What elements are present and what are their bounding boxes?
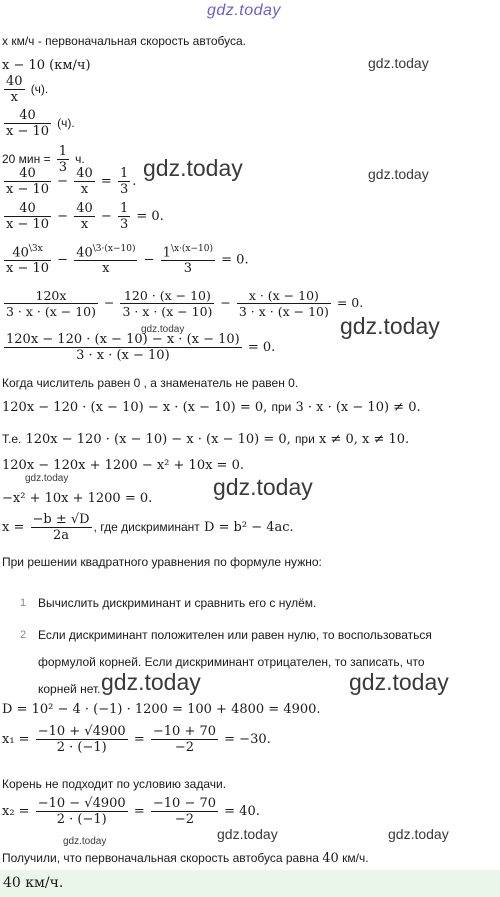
- watermark: gdz.today: [217, 826, 278, 842]
- fraction-num: 1: [119, 166, 129, 181]
- expanded-equation: 120x − 120x + 1200 − x² + 10x = 0.: [2, 458, 244, 473]
- fraction-num: 40: [4, 201, 51, 217]
- operator: −: [100, 209, 112, 224]
- equation-text: 3 · x · (x − 10) ≠ 0.: [295, 400, 421, 415]
- step-number: 2: [20, 629, 27, 641]
- equation-3: [2, 244, 249, 276]
- multiplier-sup: \3x: [28, 244, 43, 254]
- equation-text: x ≠ 0, x ≠ 10.: [318, 432, 410, 447]
- operator: −: [57, 252, 69, 268]
- watermark: gdz.today: [340, 313, 440, 339]
- multiplier-sup: \x·(x−10): [170, 244, 214, 254]
- operator: .: [132, 174, 137, 189]
- result-value: 40: [322, 851, 339, 866]
- fraction-num: 40: [76, 245, 93, 261]
- operator: = −30.: [224, 732, 271, 747]
- fraction-den: 2a: [53, 528, 70, 543]
- unit-label: (ч).: [57, 116, 75, 130]
- fraction-num: x · (x − 10): [237, 288, 331, 304]
- step-number: 1: [20, 597, 27, 609]
- operator: =: [133, 732, 145, 747]
- fraction-den: x − 10: [6, 182, 50, 197]
- fraction-den: 3 · x · (x − 10): [76, 348, 170, 363]
- fraction-den: 3 · x · (x − 10): [238, 304, 329, 319]
- fraction-num: −10 + √4900: [37, 724, 126, 739]
- time-fraction-2: [2, 108, 75, 139]
- watermark: gdz.today: [368, 55, 429, 71]
- intro-text: x км/ч - первоначальная скорость автобуса.: [2, 34, 246, 48]
- equation-4: [2, 288, 363, 319]
- operator: =: [133, 804, 145, 819]
- solve-intro: При решении квадратного уравнения по формуле нужно:: [2, 555, 322, 569]
- condition-text: Когда числитель равен 0 , а знаменатель не равен 0.: [2, 376, 299, 390]
- watermark: gdz.today: [143, 155, 243, 181]
- fraction-den: x − 10: [6, 217, 50, 232]
- equation-1: [2, 166, 136, 197]
- time-fraction-1: [2, 74, 48, 105]
- root-label: x₂ =: [2, 804, 30, 819]
- watermark: gdz.today: [388, 826, 449, 842]
- minutes-label: 20 мин =: [2, 152, 51, 166]
- ie-label: Т.е.: [2, 432, 22, 446]
- fraction-den: x: [102, 261, 110, 277]
- fraction-num: 1: [58, 144, 68, 159]
- watermark: gdz.today: [101, 669, 201, 695]
- speed-expression: x − 10 (км/ч): [2, 58, 91, 73]
- fraction-den: 3 · x · (x − 10): [6, 304, 96, 319]
- result-text: [2, 851, 369, 866]
- ie-equation: [2, 432, 409, 447]
- fraction-num: 40: [4, 108, 51, 124]
- fraction-den: 3: [183, 261, 192, 277]
- fraction-den: 3 · x · (x − 10): [122, 304, 213, 319]
- at-label: при: [294, 432, 315, 446]
- fraction-den: x: [80, 217, 89, 232]
- step-text: формулой корней. Если дискриминант отрицателен, то записать, что: [38, 655, 425, 669]
- fraction-num: 40: [76, 201, 93, 216]
- watermark: gdz.today: [63, 836, 107, 847]
- fraction-den: 3: [119, 182, 129, 197]
- operator: −: [220, 295, 231, 310]
- unit-label: (ч).: [30, 82, 49, 96]
- fraction-den: x: [10, 90, 18, 105]
- multiplier-sup: \3·(x−10): [92, 244, 136, 254]
- fraction-num: 40: [4, 166, 51, 182]
- root-formula: [2, 512, 294, 543]
- operator: = 0.: [247, 340, 276, 355]
- fraction-num: 40: [12, 245, 29, 261]
- fraction-num: 40: [6, 74, 23, 89]
- fraction-num: 120 · (x − 10): [120, 288, 214, 304]
- watermark: gdz.today: [141, 324, 185, 335]
- answer-text: 40 км/ч.: [3, 875, 64, 891]
- fraction-num: 120x − 120 · (x − 10) − x · (x − 10): [6, 332, 240, 347]
- operator: =: [100, 174, 112, 189]
- operator: = 0.: [336, 295, 364, 310]
- equation-text: 120x − 120 · (x − 10) − x · (x − 10) = 0,: [25, 432, 291, 447]
- result-unit: км/ч.: [342, 851, 369, 865]
- step-text: корней нет.: [38, 682, 101, 696]
- root-x2: [2, 796, 260, 827]
- discriminant-formula: D = b² − 4ac.: [203, 520, 294, 535]
- answer-box: [0, 870, 500, 897]
- fraction-num: 40: [76, 166, 93, 181]
- step-text: Вычислить дискриминант и сравнить его с нулём.: [38, 596, 317, 610]
- operator: −: [57, 174, 69, 189]
- quadratic-equation: −x² + 10x + 1200 = 0.: [2, 491, 153, 506]
- discriminant-calc: D = 10² − 4 · (−1) · 1200 = 100 + 4800 = 4900.: [2, 702, 321, 717]
- fraction-den: 3: [58, 160, 68, 175]
- operator: −: [103, 295, 115, 310]
- fraction-num: 1: [162, 245, 171, 261]
- condition-equation: [2, 400, 421, 415]
- fraction-num: 1: [119, 201, 129, 216]
- fraction-num: −10 + 70: [152, 724, 217, 739]
- fraction-den: −2: [174, 740, 195, 755]
- equation-5: [2, 332, 275, 363]
- equation-2: [2, 201, 164, 232]
- operator: = 40.: [224, 804, 260, 819]
- fraction-num: −10 − 70: [152, 796, 217, 811]
- formula-left: x =: [2, 520, 25, 535]
- fraction-den: −2: [174, 812, 195, 827]
- operator: = 0.: [136, 209, 164, 224]
- fraction-den: 2 · (−1): [56, 740, 107, 755]
- step-text: Если дискриминант положителен или равен нулю, то воспользоваться: [38, 628, 432, 642]
- result-sentence: Получили, что первоначальная скорость автобуса равна: [2, 851, 319, 865]
- equation-text: 120x − 120 · (x − 10) − x · (x − 10) = 0,: [2, 400, 268, 415]
- reject-text: Корень не подходит по условию задачи.: [2, 777, 227, 791]
- at-label: при: [271, 400, 292, 414]
- watermark: gdz.today: [349, 669, 449, 695]
- root-x1: [2, 724, 271, 755]
- fraction-den: 2 · (−1): [56, 812, 107, 827]
- fraction-den: 3: [119, 217, 129, 232]
- operator: −: [143, 252, 155, 268]
- watermark: gdz.today: [25, 473, 69, 484]
- fraction-num: 120x: [4, 288, 98, 304]
- watermark: gdz.today: [213, 474, 313, 500]
- formula-text: , где дискриминант: [93, 520, 200, 534]
- fraction-den: x − 10: [6, 261, 50, 277]
- operator: −: [57, 209, 69, 224]
- watermark-top: gdz.today: [207, 2, 281, 19]
- operator: = 0.: [221, 252, 249, 268]
- fraction-num: −10 − √4900: [37, 796, 126, 811]
- root-label: x₁ =: [2, 732, 30, 747]
- watermark: gdz.today: [368, 166, 429, 182]
- unit-label: ч.: [75, 152, 85, 166]
- fraction-den: x − 10: [6, 124, 50, 139]
- fraction-num: −b ± √D: [32, 512, 90, 527]
- fraction-den: x: [80, 182, 89, 197]
